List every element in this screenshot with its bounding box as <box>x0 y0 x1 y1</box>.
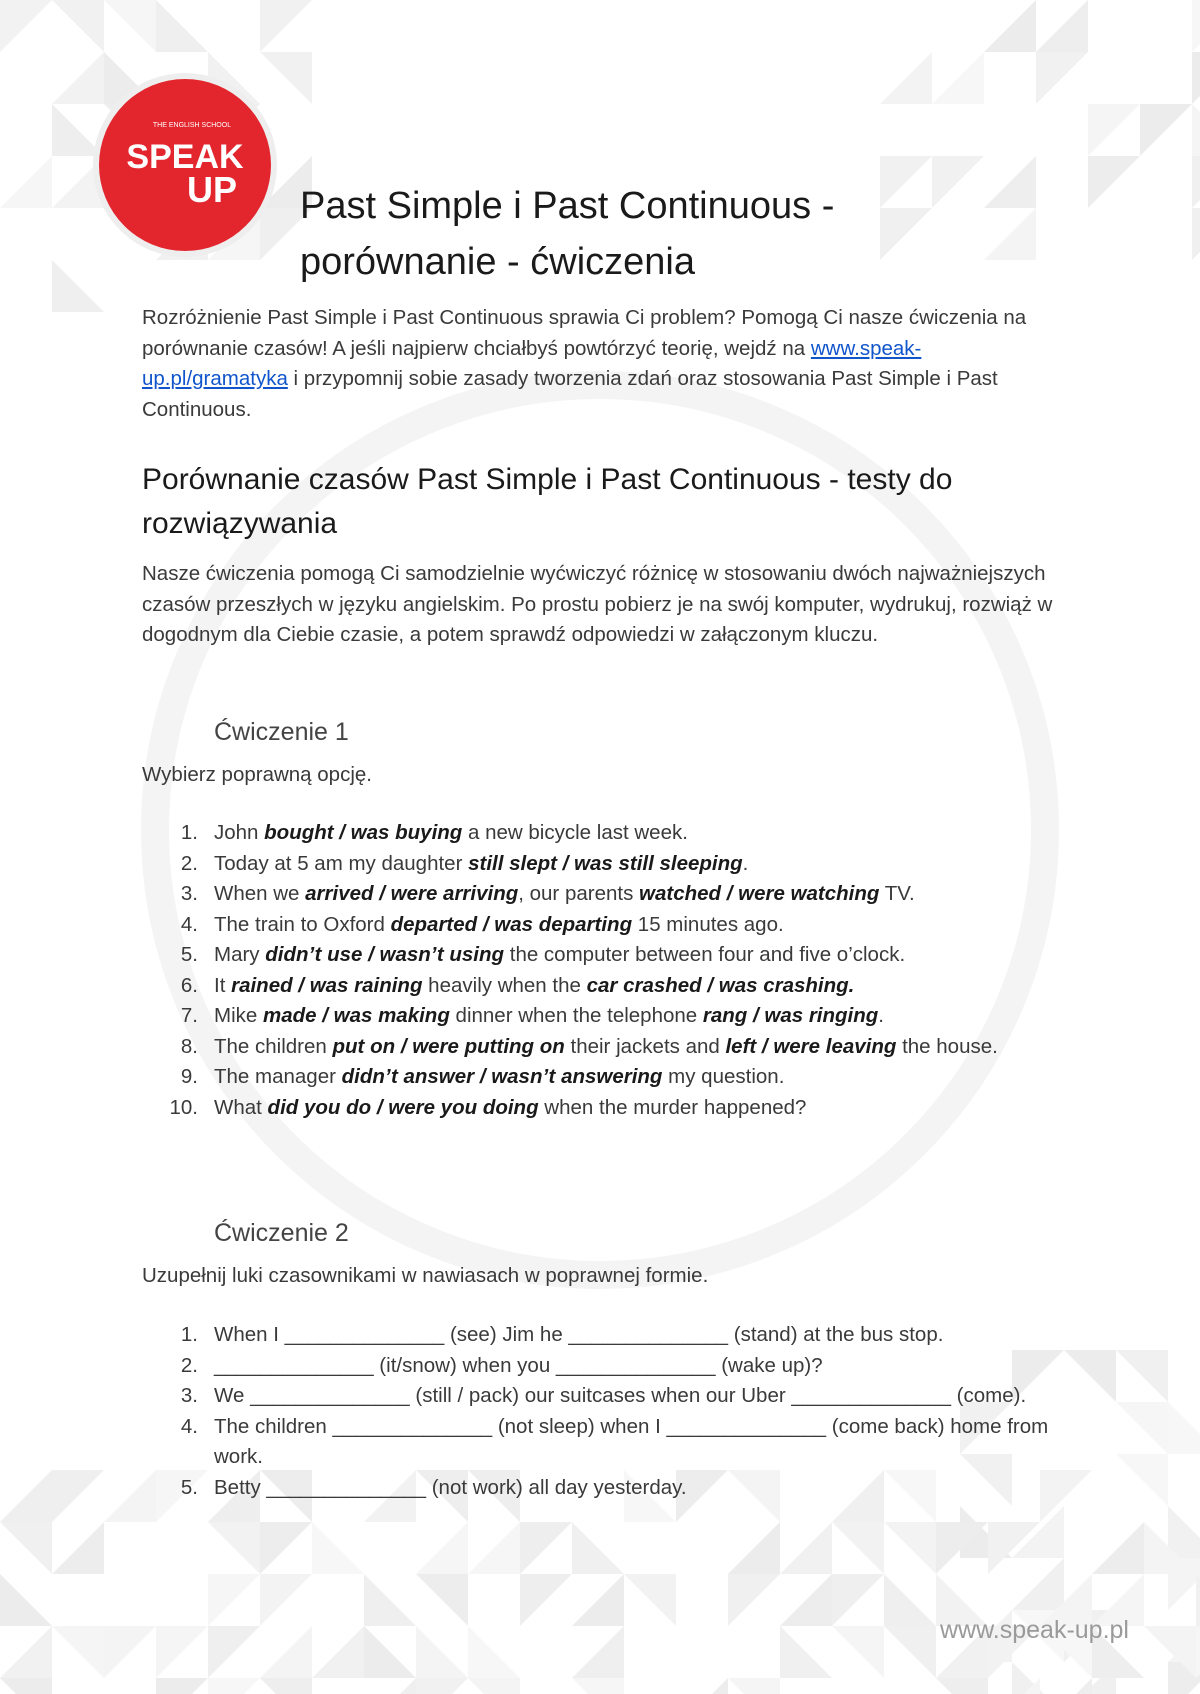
sentence-text: the house. <box>896 1034 998 1058</box>
item-number: 9. <box>180 1065 198 1088</box>
sentence-text: heavily when the <box>422 973 587 997</box>
page-title-line-1: Past Simple i Past Continuous - <box>300 185 835 227</box>
answer-options: did you do / were you doing <box>267 1095 539 1119</box>
section-paragraph: Nasze ćwiczenia pomogą Ci samodzielnie wyćwiczyć różnicę w stosowaniu dwóch najważniejszych czasów przeszłych w języku angielskim. Po prostu pobierz je na swój komputer, wydrukuj, rozwiąż w dogodnym dla Ciebie czasie, a potem sprawdź odpowiedzi w załączonym kluczu. <box>142 562 1053 646</box>
item-number: 3. <box>180 882 198 905</box>
sentence-text: . <box>878 1004 884 1027</box>
sentence-text: What <box>214 1095 268 1119</box>
speak-up-logo <box>92 72 278 258</box>
footer-url: www.speak-up.pl <box>940 1616 1129 1644</box>
exercise-1-item <box>142 1032 1062 1063</box>
svg-text:THE ENGLISH SCHOOL: THE ENGLISH SCHOOL <box>152 122 232 129</box>
sentence-text: their jackets and <box>564 1034 726 1058</box>
intro-paragraph: Rozróżnienie Past Simple i Past Continuous sprawia Ci problem? Pomogą Ci nasze ćwiczenia na porównanie czasów! A jeśli najpierw chciałbyś powtórzyć teorię, wejdź na www.speak-up.pl/gramatyka i przypomnij sobie zasady tworzenia zdań oraz stosowania Past Simple i Past Continuous. <box>142 306 1027 421</box>
sentence-text: a new bicycle last week. <box>462 821 688 844</box>
grammar-link[interactable]: www.speak-up.pl/gramatyka <box>142 336 922 390</box>
exercise-2-heading: Ćwiczenie 2 <box>214 1219 349 1247</box>
page-title <box>300 178 920 290</box>
section-heading: Porównanie czasów Past Simple i Past Continuous - testy do rozwiązywania <box>142 463 953 540</box>
exercise-2-instruction: Uzupełnij luki czasownikami w nawiasach w poprawnej formie. <box>142 1264 709 1287</box>
sentence-text: TV. <box>879 882 915 905</box>
exercise-1-item <box>142 879 1062 910</box>
sentence-text: dinner when the telephone <box>449 1004 703 1027</box>
gap-fill-sentence: We ______________ (still / pack) our suitcases when our Uber ______________ (come). <box>214 1384 1027 1407</box>
answer-options: car crashed / was crashing. <box>586 973 855 997</box>
sentence-text: John <box>214 821 265 844</box>
exercise-1-item <box>142 1093 1062 1124</box>
exercise-1-item <box>142 849 1062 880</box>
sentence-text: It <box>214 973 232 997</box>
item-number: 2. <box>180 1353 198 1377</box>
exercise-2-item <box>142 1320 1062 1351</box>
answer-options: rained / was raining <box>231 973 423 997</box>
exercise-1-item <box>142 1001 1062 1032</box>
svg-text:UP: UP <box>186 169 238 210</box>
gap-fill-sentence: The children ______________ (not sleep) when I ______________ (come back) home from work. <box>214 1414 1049 1468</box>
sentence-text: my question. <box>662 1065 785 1088</box>
sentence-text: Mike <box>214 1004 263 1027</box>
item-number: 5. <box>180 1475 198 1499</box>
exercise-2-item <box>142 1381 1062 1412</box>
sentence-text: 15 minutes ago. <box>632 912 784 936</box>
sentence-text: , our parents <box>518 882 640 905</box>
item-number: 6. <box>180 973 198 997</box>
answer-options: didn’t use / wasn’t using <box>265 943 505 966</box>
sentence-text: When we <box>214 882 306 905</box>
sentence-text: . <box>742 851 749 875</box>
item-number: 5. <box>180 943 198 966</box>
exercise-1-heading: Ćwiczenie 1 <box>214 718 349 746</box>
item-number: 7. <box>180 1004 198 1027</box>
exercise-1-list <box>142 818 1062 1123</box>
svg-text:SPEAK: SPEAK <box>126 138 244 176</box>
gap-fill-sentence: When I ______________ (see) Jim he ______________ (stand) at the bus stop. <box>214 1323 944 1346</box>
item-number: 1. <box>180 1323 198 1346</box>
page-title-line-2: porównanie - ćwiczenia <box>300 241 695 283</box>
sentence-text: when the murder happened? <box>538 1095 807 1119</box>
answer-options: bought / was buying <box>264 821 463 844</box>
gap-fill-sentence: ______________ (it/snow) when you ______________ (wake up)? <box>214 1353 823 1377</box>
exercise-2-list <box>142 1320 1062 1503</box>
answer-options: arrived / were arriving <box>305 882 519 905</box>
exercise-1-item <box>142 1062 1062 1093</box>
sentence-text: The children <box>214 1034 333 1058</box>
item-number: 2. <box>180 851 198 875</box>
exercise-1-instruction: Wybierz poprawną opcję. <box>142 763 372 786</box>
item-number: 10. <box>169 1095 198 1119</box>
answer-options: left / were leaving <box>725 1034 897 1058</box>
exercise-2-item <box>142 1473 1062 1504</box>
answer-options: made / was making <box>262 1004 450 1027</box>
exercise-1-item <box>142 818 1062 849</box>
sentence-text: Mary <box>214 943 266 966</box>
item-number: 4. <box>180 912 198 936</box>
answer-options: watched / were watching <box>639 882 880 905</box>
exercise-1-item <box>142 910 1062 941</box>
item-number: 3. <box>180 1384 198 1407</box>
answer-options: departed / was departing <box>390 912 633 936</box>
answer-options: put on / were putting on <box>332 1034 565 1058</box>
item-number: 1. <box>180 821 198 844</box>
item-number: 4. <box>180 1414 198 1438</box>
item-number: 8. <box>180 1034 198 1058</box>
sentence-text: The train to Oxford <box>214 912 391 936</box>
answer-options: rang / was ringing <box>702 1004 879 1027</box>
exercise-1-item <box>142 940 1062 971</box>
gap-fill-sentence: Betty ______________ (not work) all day yesterday. <box>214 1475 687 1499</box>
exercise-2-item <box>142 1351 1062 1382</box>
sentence-text: Today at 5 am my daughter <box>214 851 469 875</box>
exercise-2-item <box>142 1412 1062 1473</box>
answer-options: still slept / was still sleeping <box>468 851 743 875</box>
sentence-text: The manager <box>214 1065 342 1088</box>
exercise-1-item <box>142 971 1062 1002</box>
sentence-text: the computer between four and five o’clock. <box>504 943 906 966</box>
answer-options: didn’t answer / wasn’t answering <box>341 1065 663 1088</box>
